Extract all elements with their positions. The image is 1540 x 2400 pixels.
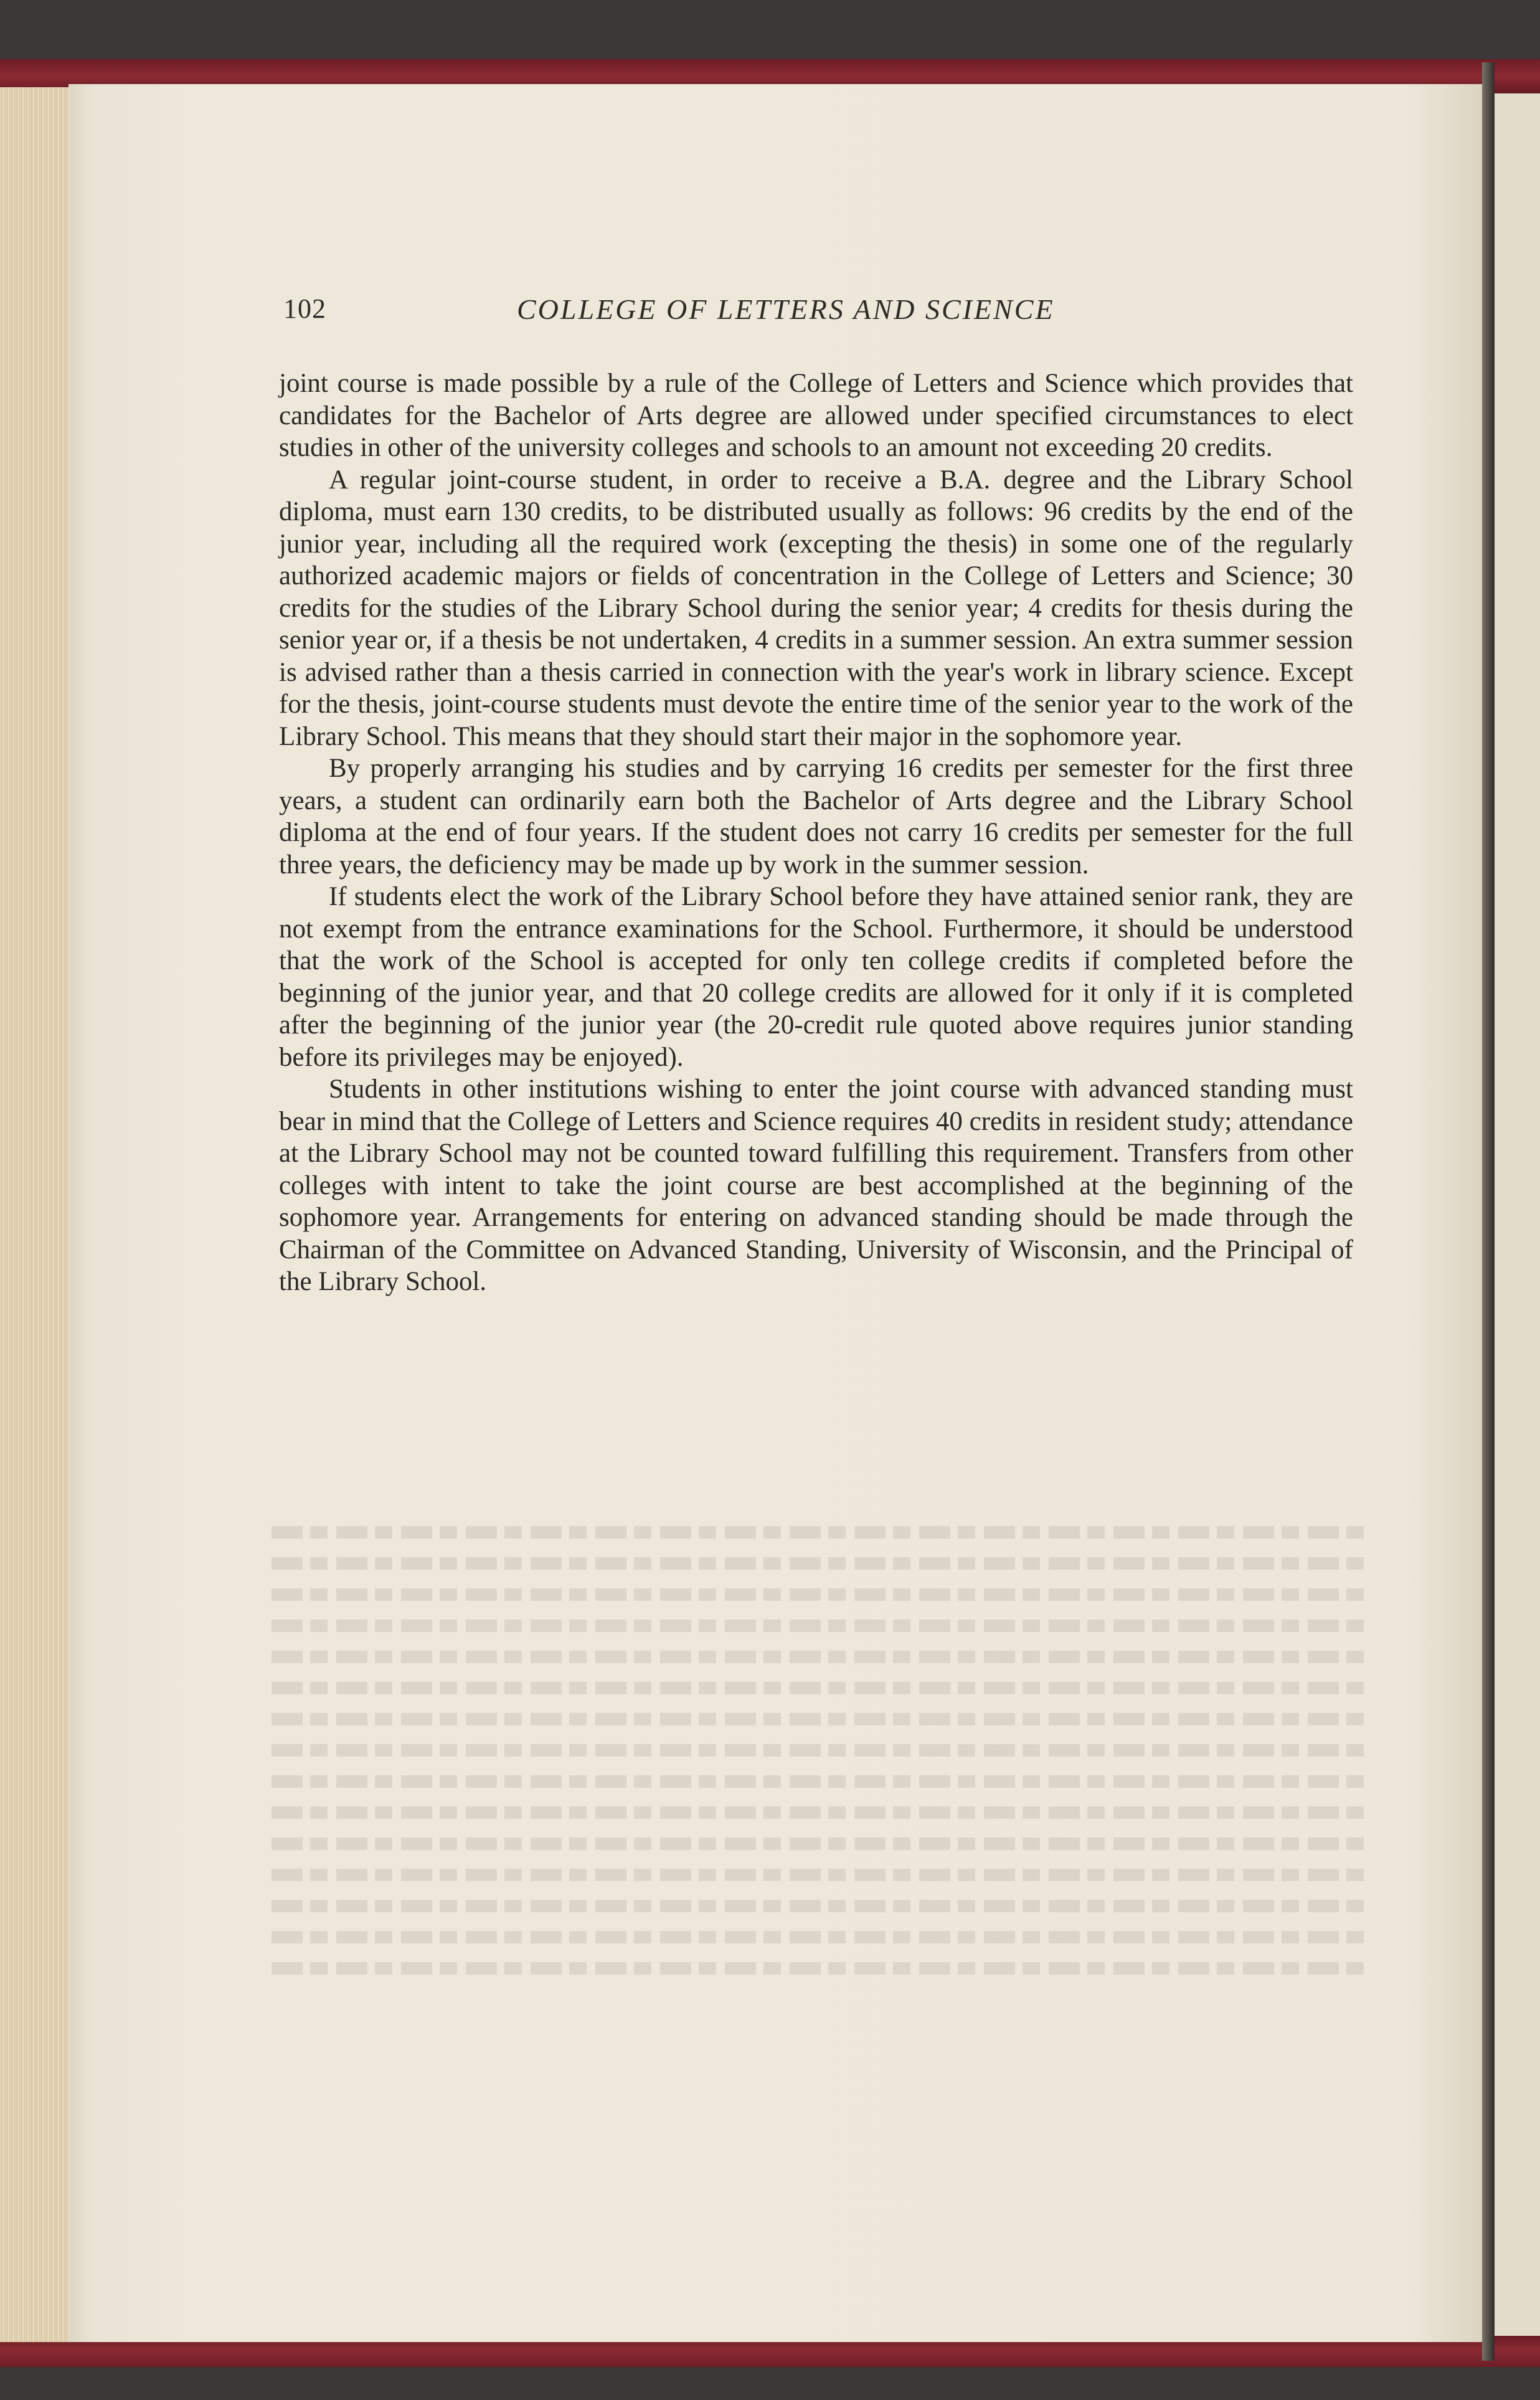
running-head: COLLEGE OF LETTERS AND SCIENCE	[517, 293, 1055, 325]
facing-page-sliver	[1495, 93, 1540, 2336]
paragraph-3: By properly arranging his studies and by carrying 16 credits per semester for the first three years, a student can ordinarily earn both the Bachelor of Arts degree and the Library School diploma at the end of four years. If the student does not carry 16 credits per semester for the full three years, the deficiency may be made up by work in the summer session.	[279, 754, 1353, 880]
paragraph-1: joint course is made possible by a rule of the College of Letters and Science which provides that candidates for the Bachelor of Arts degree are allowed under specified circumstances to elect studies in other of the university colleges and schools to an amount not exceeding 20 credits.	[279, 369, 1353, 462]
paragraph-5: Students in other institutions wishing to enter the joint course with advanced standing must bear in mind that the College of Letters and Science requires 40 credits in resident study; attendance at the Library School may not be counted toward fulfilling this requirement. Transfers from other colleges with intent to take the joint course are best accomplished at the beginning of the sophomore year. Arrangements for entering on advanced standing should be made through the Chairman of the Committee on Advanced Standing, University of Wisconsin, and the Principal of the Library School.	[279, 1074, 1353, 1296]
paragraph-4: If students elect the work of the Library School before they have attained senior rank, they are not exempt from the entrance examinations for the School. Furthermore, it should be understood that the work of the School is accepted for only ten college credits if completed before the beginning of the junior year, and that 20 college credits are allowed for it only if it is completed after the beginning of the junior year (the 20-credit rule quoted above requires junior standing before its privileges may be enjoyed).	[279, 882, 1353, 1072]
body-text	[279, 368, 1353, 1298]
page-number: 102	[283, 293, 326, 324]
book-gutter	[1482, 62, 1495, 2361]
paragraph-2: A regular joint-course student, in order to receive a B.A. degree and the Library School diploma, must earn 130 credits, to be distributed usually as follows: 96 credits by the end of the junior year, including all the required work (excepting the thesis) in some one of the regularly authorized academic majors or fields of concentration in the College of Letters and Science; 30 credits for the studies of the Library School during the senior year; 4 credits for thesis during the senior year or, if a thesis be not undertaken, 4 credits in a summer session. An extra summer session is advised rather than a thesis carried in connection with the year's work in library science. Except for the thesis, joint-course students must devote the entire time of the senior year to the work of the Library School. This means that they should start their major in the sophomore year.	[279, 465, 1353, 751]
page-header	[283, 293, 1342, 330]
page-stack-edges	[0, 87, 75, 2342]
